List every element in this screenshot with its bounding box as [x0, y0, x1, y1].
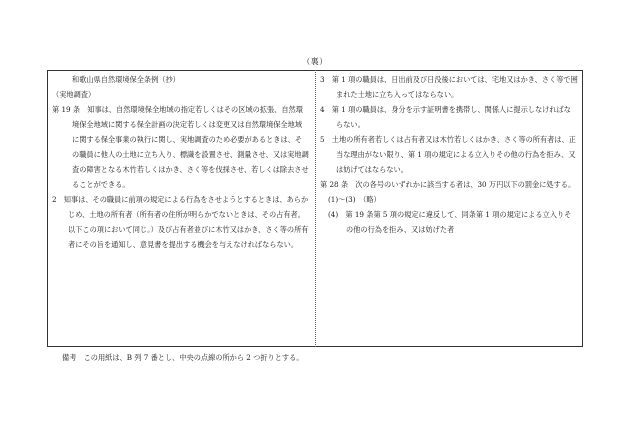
center-fold-line [315, 70, 316, 347]
right-column [320, 72, 578, 237]
article-19: 第 19 条 知事は、自然環境保全地域の指定若しくはその区域の拡張、自然環境保全地域に関する保全計画の決定若しくは変更又は自然環境保全地域に関する保全事業の執行に関し、実地調査のため必要があるときは、その職員に他人の土地に立ち入り、標識を設置させ、測量させ、又は実地調査の障害となる木竹若しくはかき、さく等を伐採させ、若しくは除去させることができる。 [52, 105, 309, 189]
left-column [52, 72, 309, 252]
article-19-paragraph-2: 2 知事は、その職員に前項の規定による行為をさせようとするときは、あらかじめ、土地の所有者（所有者の住所が明らかでないときは、その占有者。以下この項において同じ。）及び占有者並びに木竹又はかき、さく等の所有者にその旨を通知し、意見書を提出する機会を与えなければならない。 [52, 195, 309, 249]
doc-title: 和歌山県自然環境保全条例（抄） [72, 75, 180, 84]
page-header: （裏） [302, 57, 328, 66]
article-19-paragraph-4: 4 第 1 項の職員は、身分を示す証明書を携帯し、関係人に提示しなければならない。 [320, 105, 571, 129]
article-28-items-1-3: (1)～(3) （略） [328, 195, 381, 204]
remarks-note: 備考 この用紙は、B 列 7 番とし、中央の点線の所から 2 つ折りとする。 [62, 353, 304, 362]
article-19-paragraph-5: 5 土地の所有者若しくは占有者又は木竹若しくはかき、さく等の所有者は、正当な理由がない限り、第 1 項の規定による立入りその他の行為を拒み、又は妨げてはならない。 [320, 135, 576, 174]
article-28: 第 28 条 次の各号のいずれかに該当する者は、30 万円以下の罰金に処する。 [320, 180, 576, 189]
article-19-paragraph-3: 3 第 1 項の職員は、日出前及び日没後においては、宅地又はかき、さく等で囲まれた土地に立ち入ってはならない。 [320, 75, 578, 99]
article-28-item-4: (4) 第 19 条第 5 項の規定に違反して、同条第 1 項の規定による立入りその他の行為を拒み、又は妨げた者 [328, 210, 572, 234]
section-heading: （実地調査） [52, 90, 96, 99]
